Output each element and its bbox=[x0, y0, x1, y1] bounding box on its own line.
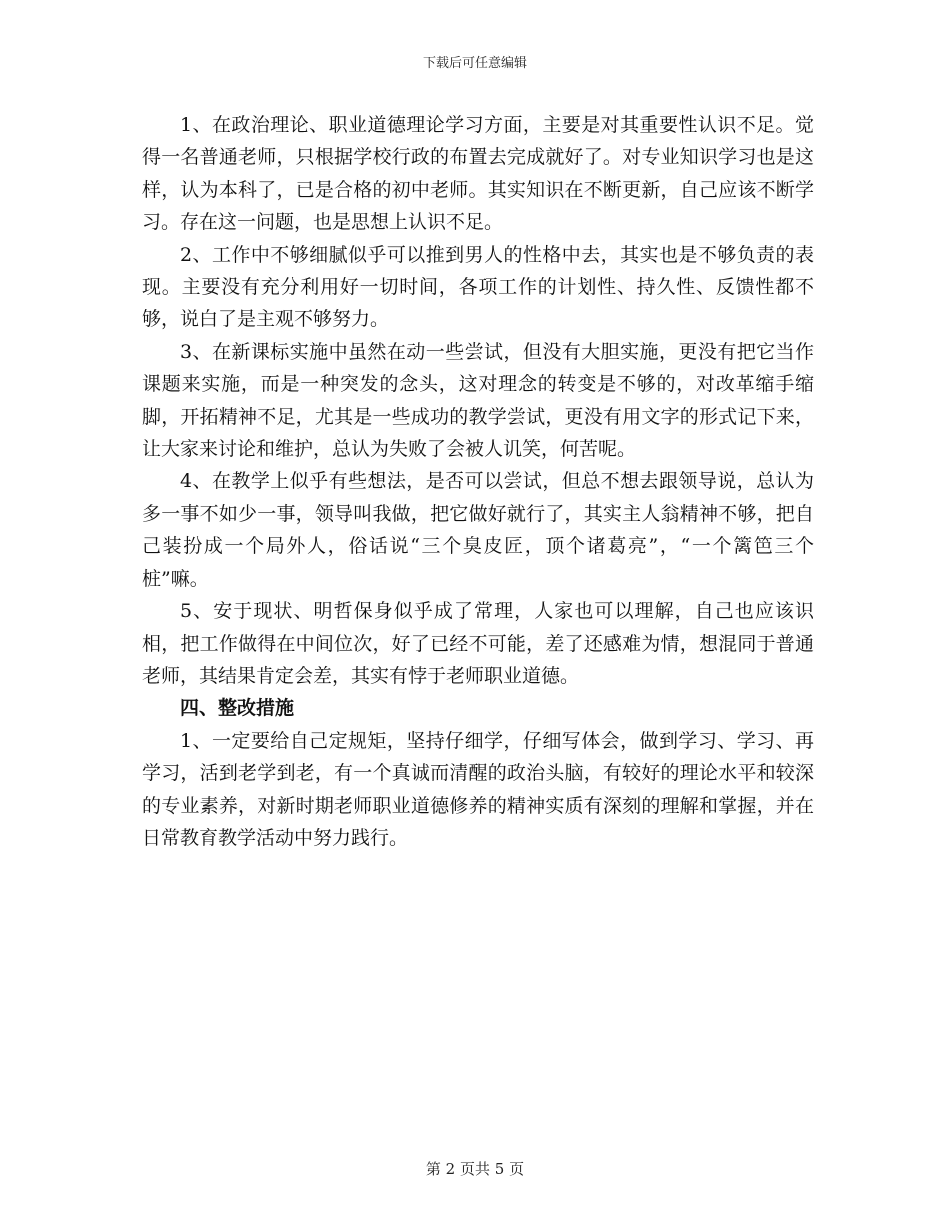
paragraph-1: 1、在政治理论、职业道德理论学习方面，主要是对其重要性认识不足。觉得一名普通老师，只根据学校行政的布置去完成就好了。对专业知识学习也是这样，认为本科了，已是合格的初中老师。其实知识在不断更新，自己应该不断学习。存在这一问题，也是思想上认识不足。 bbox=[142, 114, 814, 234]
page-footer: 第 2 页共 5 页 bbox=[425, 1160, 525, 1178]
paragraph-3: 3、在新课标实施中虽然在动一些尝试，但没有大胆实施，更没有把它当作课题来实施，而是一种突发的念头，这对理念的转变是不够的，对改革缩手缩脚，开拓精神不足，尤其是一些成功的教学尝试，更没有用文字的形式记下来，让大家来讨论和维护，总认为失败了会被人讥笑，何苦呢。 bbox=[142, 340, 814, 461]
paragraph-4: 4、在教学上似乎有些想法，是否可以尝试，但总不想去跟领导说，总认为多一事不如少一事，领导叫我做，把它做好就行了，其实主人翁精神不够，把自己装扮成一个局外人，俗话说“三个臭皮匠，顶个诸葛亮”，“一个篱笆三个桩”嘛。 bbox=[142, 470, 814, 590]
page-header: 下载后可任意编辑 bbox=[422, 56, 527, 71]
section-heading: 四、整改措施 bbox=[180, 697, 295, 720]
paragraph-5: 5、安于现状、明哲保身似乎成了常理，人家也可以理解，自己也应该识相，把工作做得在中间位次，好了已经不可能，差了还感难为情，想混同于普通老师，其结果肯定会差，其实有悖于老师职业道德。 bbox=[142, 600, 814, 687]
paragraph-2: 2、工作中不够细腻似乎可以推到男人的性格中去，其实也是不够负责的表现。主要没有充分利用好一切时间，各项工作的计划性、持久性、反馈性都不够，说白了是主观不够努力。 bbox=[142, 243, 814, 331]
paragraph-6: 1、一定要给自己定规矩，坚持仔细学，仔细写体会，做到学习、学习、再学习，活到老学到老，有一个真诚而清醒的政治头脑，有较好的理论水平和较深的专业素养，对新时期老师职业道德修养的精神实质有深刻的理解和掌握，并在日常教育教学活动中努力践行。 bbox=[142, 729, 814, 849]
document-body bbox=[142, 109, 814, 854]
